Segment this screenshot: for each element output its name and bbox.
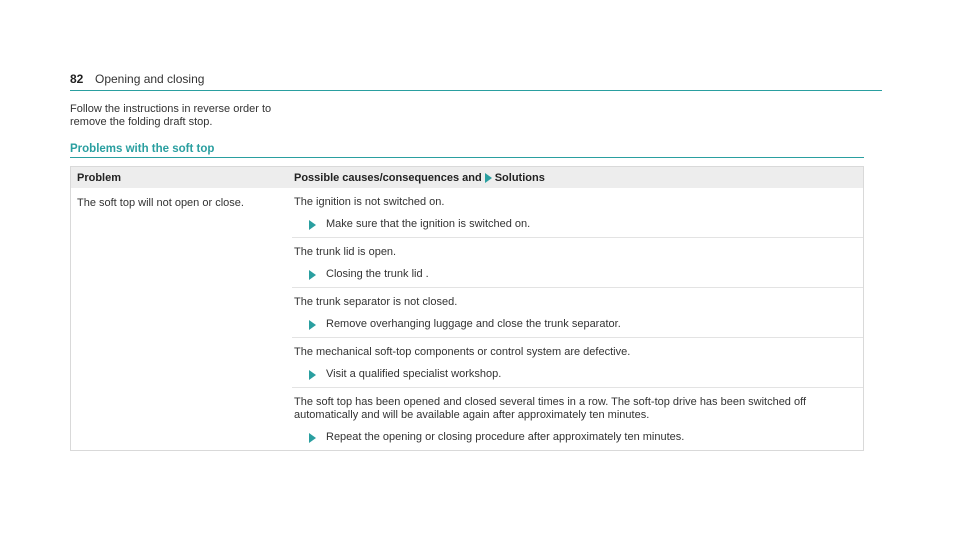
cause-row — [292, 388, 863, 450]
table-header — [71, 167, 863, 188]
column-header-solutions-label: Solutions — [494, 171, 545, 184]
cause-text: The ignition is not switched on. — [294, 196, 445, 208]
cause-text: The trunk lid is open. — [294, 246, 397, 258]
column-header-causes — [292, 172, 863, 184]
arrow-right-icon — [309, 370, 316, 380]
solution-step — [294, 431, 857, 444]
solution-step — [294, 318, 857, 331]
solution-text: Remove overhanging luggage and close the trunk separator. — [326, 318, 621, 330]
problem-cell: The soft top will not open or close. — [77, 197, 244, 209]
causes-column — [292, 188, 863, 450]
arrow-right-icon — [309, 270, 316, 280]
intro-text — [70, 103, 330, 129]
running-title: Opening and closing — [95, 72, 205, 86]
column-header-causes-label: Possible causes/consequences and — [294, 171, 482, 184]
arrow-right-icon — [485, 173, 492, 183]
arrow-right-icon — [309, 433, 316, 443]
solution-text: Repeat the opening or closing procedure after approximately ten minutes. — [326, 431, 685, 443]
arrow-right-icon — [309, 220, 316, 230]
cause-row — [292, 338, 863, 388]
solution-text: Closing the trunk lid . — [326, 268, 429, 280]
intro-line-1: Follow the instructions in reverse order to — [70, 103, 272, 115]
table-body — [71, 188, 863, 450]
solution-text: Visit a qualified specialist workshop. — [326, 368, 502, 380]
column-header-problem: Problem — [77, 171, 122, 184]
cause-row — [292, 238, 863, 288]
cause-text: The trunk separator is not closed. — [294, 296, 458, 308]
cause-row — [292, 288, 863, 338]
cause-text-line-2: automatically and will be available again after approximately ten minutes. — [294, 409, 650, 421]
arrow-right-icon — [309, 320, 316, 330]
page-header — [70, 72, 882, 91]
page-number: 82 — [70, 72, 84, 86]
cause-text: The mechanical soft-top components or control system are defective. — [294, 346, 631, 358]
solution-text: Make sure that the ignition is switched on. — [326, 218, 531, 230]
cause-text-line-1: The soft top has been opened and closed several times in a row. The soft-top drive has been switched off — [294, 396, 807, 408]
problems-table — [70, 166, 864, 451]
cause-row — [292, 188, 863, 238]
solution-step — [294, 268, 857, 281]
section-heading: Problems with the soft top — [70, 143, 215, 155]
intro-line-2: remove the folding draft stop. — [70, 116, 213, 128]
solution-step — [294, 368, 857, 381]
section-divider — [70, 157, 864, 158]
solution-step — [294, 218, 857, 231]
